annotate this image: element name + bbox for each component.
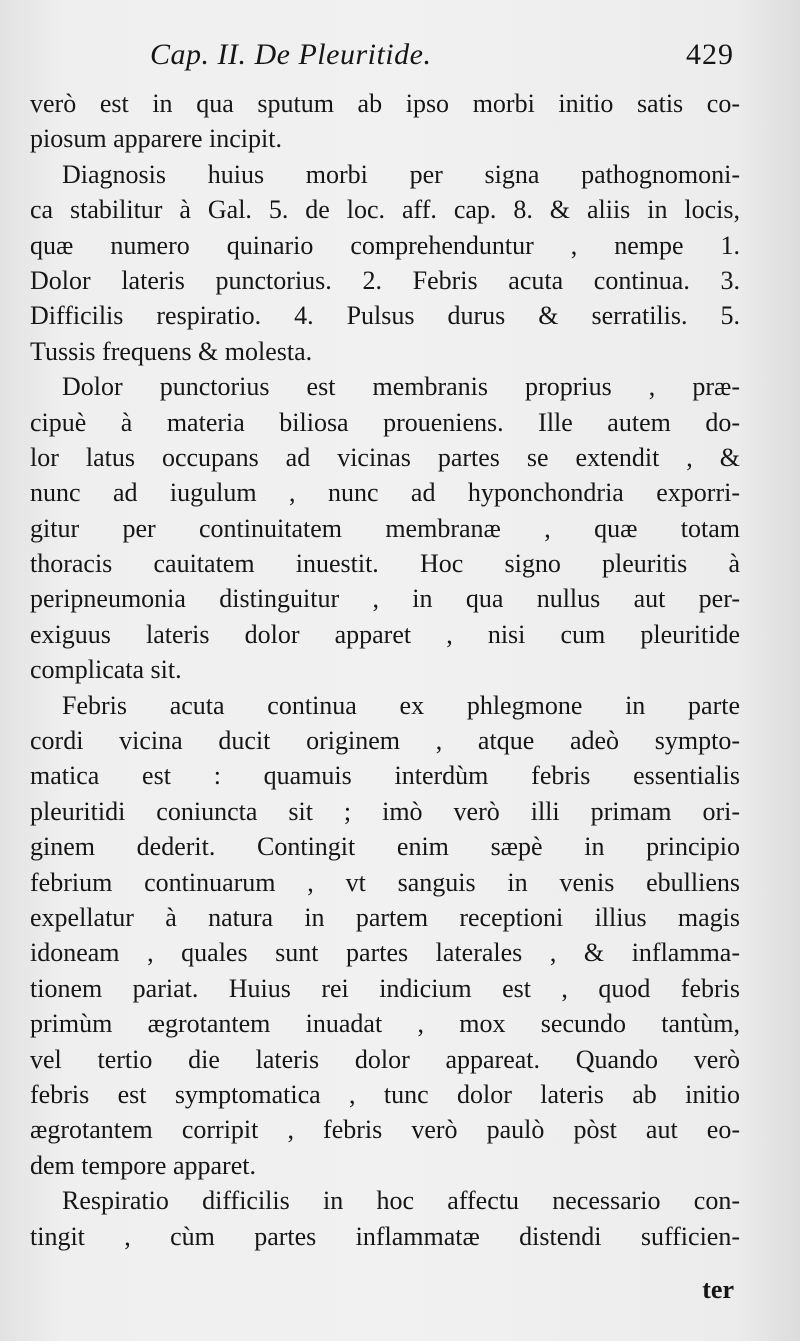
text-line: Respiratio difficilis in hoc affectu necessario con- xyxy=(62,1186,740,1216)
text-line: Tussis frequens & molesta. xyxy=(30,336,313,366)
text-line: ca stabilitur à Gal. 5. de loc. aff. cap. 8. & aliis in locis, xyxy=(30,195,740,225)
text-line: vel tertio die lateris dolor appareat. Quando verò xyxy=(30,1044,740,1074)
text-line: tingit , cùm partes inflammatæ distendi sufficien- xyxy=(30,1221,740,1251)
text-line: nunc ad iugulum , nunc ad hyponchondria exporri- xyxy=(30,478,740,508)
running-head: Cap. II. De Pleuritide. xyxy=(150,38,432,71)
catchword: ter xyxy=(702,1275,734,1304)
text-line: febris est symptomatica , tunc dolor lateris ab initio xyxy=(30,1079,740,1109)
text-line: expellatur à natura in partem receptioni illius magis xyxy=(30,902,740,932)
text-line: cordi vicina ducit originem , atque adeò sympto- xyxy=(30,726,740,756)
text-line: verò est in qua sputum ab ipso morbi initio satis co- xyxy=(30,89,740,118)
text-line: ægrotantem corripit , febris verò paulò pòst aut eo- xyxy=(30,1115,740,1145)
text-line: peripneumonia distinguitur , in qua nullus aut per- xyxy=(30,584,740,614)
text-line: quæ numero quinario comprehenduntur , nempe 1. xyxy=(30,230,740,260)
text-line: idoneam , quales sunt partes laterales , & inflamma- xyxy=(30,938,740,968)
text-line: Dolor lateris punctorius. 2. Febris acuta continua. 3. xyxy=(30,265,740,295)
body-text xyxy=(30,86,740,1254)
text-line: lor latus occupans ad vicinas partes se extendit , & xyxy=(30,442,740,472)
text-line: pleuritidi coniuncta sit ; imò verò illi primam ori- xyxy=(30,796,740,826)
text-line: gitur per continuitatem membranæ , quæ totam xyxy=(30,513,740,543)
text-line: primùm ægrotantem inuadat , mox secundo tantùm, xyxy=(30,1009,740,1039)
text-line: Difficilis respiratio. 4. Pulsus durus & serratilis. 5. xyxy=(30,301,740,331)
text-line: dem tempore apparet. xyxy=(30,1150,256,1180)
text-line: Dolor punctorius est membranis proprius , præ- xyxy=(62,372,740,402)
text-line: complicata sit. xyxy=(30,655,182,685)
text-line: tionem pariat. Huius rei indicium est , quod febris xyxy=(30,973,740,1003)
text-line: Febris acuta continua ex phlegmone in parte xyxy=(62,690,740,720)
text-line: febrium continuarum , vt sanguis in venis ebulliens xyxy=(30,867,740,897)
page-header xyxy=(150,38,734,88)
page-number: 429 xyxy=(686,38,734,71)
text-line: thoracis cauitatem inuestit. Hoc signo pleuritis à xyxy=(30,549,740,579)
text-line: cipuè à materia biliosa proueniens. Ille autem do- xyxy=(30,407,740,437)
text-line: piosum apparere incipit. xyxy=(30,124,282,154)
text-line: exiguus lateris dolor apparet , nisi cum pleuritide xyxy=(30,619,740,649)
text-line: ginem dederit. Contingit enim sæpè in principio xyxy=(30,832,740,862)
text-line: Diagnosis huius morbi per signa pathognomoni- xyxy=(62,159,740,189)
text-line: matica est : quamuis interdùm febris essentialis xyxy=(30,761,740,791)
